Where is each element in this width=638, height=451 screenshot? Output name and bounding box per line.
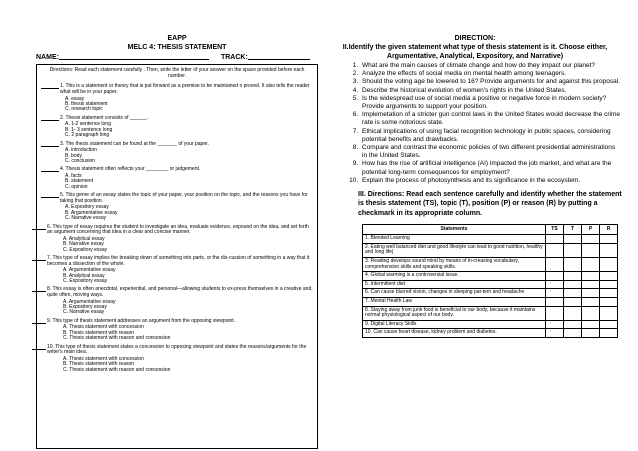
check-cell-ts[interactable] bbox=[546, 298, 564, 307]
question-item bbox=[32, 225, 313, 236]
direction-subtitle: II.Identify the given statement what type of thesis statement is it. Choose either, Argumentative, Analytical, Expository, and Narrative) bbox=[342, 44, 608, 60]
option-list bbox=[65, 122, 313, 138]
question-item bbox=[41, 84, 313, 95]
option-item: B. Expository essay bbox=[63, 304, 107, 311]
check-cell-p[interactable] bbox=[582, 329, 600, 338]
header-ts: TS bbox=[546, 225, 564, 235]
statement-item: 2. Analyze the effects of social media on mental health among teenagers. bbox=[360, 70, 622, 78]
quiz-box bbox=[36, 64, 318, 449]
statement-cell: 8. Staying away from junk food is beneficial to our body, because it maintains normal physiological aspect of our body. bbox=[363, 306, 546, 320]
option-list bbox=[63, 300, 313, 316]
check-cell-r[interactable] bbox=[600, 298, 618, 307]
check-cell-ts[interactable] bbox=[546, 320, 564, 329]
question-text: 1. This is a statement or theory that is put forward as a premise to be maintained o proved. It also tells the reader what will be in your paper. bbox=[60, 83, 310, 95]
check-cell-r[interactable] bbox=[600, 320, 618, 329]
check-cell-r[interactable] bbox=[600, 272, 618, 281]
question-text: 8. This essay is often anecdotal, experiential, and personal—allowing students to ex-press themselves in a creative and, quite often, moving ways. bbox=[47, 286, 313, 299]
check-cell-p[interactable] bbox=[582, 272, 600, 281]
question-item bbox=[41, 193, 313, 204]
check-cell-p[interactable] bbox=[582, 320, 600, 329]
statement-item: 8. Compare and contrast the economic policies of two different presidential administrations in the United States. bbox=[360, 144, 622, 160]
question-text: 7. This type of essay implies the breaking down of something into parts, or the dis-cussion of something in a way that it becomes a dissection of the whole. bbox=[47, 255, 310, 267]
check-cell-p[interactable] bbox=[582, 289, 600, 298]
answer-blank[interactable] bbox=[32, 287, 46, 292]
answer-blank[interactable] bbox=[32, 319, 46, 324]
statement-cell: 9. Digital Literacy Skills bbox=[363, 320, 546, 329]
statement-item: 1. What are the main causes of climate change and how do they impact our planet? bbox=[360, 62, 622, 70]
option-item: C. 2 paragraph long bbox=[65, 132, 110, 139]
answer-blank[interactable] bbox=[32, 225, 46, 230]
question-list bbox=[41, 84, 313, 373]
question-text: 5. This genre of an essay states the topic of your paper, your position on the topic, and the reasons you have for taking that position. bbox=[60, 192, 308, 204]
check-cell-t[interactable] bbox=[564, 280, 582, 289]
question-text: 2. Thesis statement consists of ______. bbox=[60, 114, 149, 121]
option-item: A. Argumentative essay bbox=[63, 267, 116, 274]
statement-cell: 1. Blended Learning bbox=[363, 235, 546, 244]
header-r: R bbox=[600, 225, 618, 235]
check-cell-ts[interactable] bbox=[546, 258, 564, 272]
question-text: 6. This type of essay requires the student to investigate an idea, evaluate evidence, expound on the idea, and set forth an argument concerning that idea in a clear and concise manner. bbox=[47, 223, 309, 236]
option-list bbox=[65, 205, 313, 221]
statement-item: 4. Describe the historical evolution of women's rights in the United States. bbox=[360, 87, 622, 95]
option-item: B. Analytical essay bbox=[63, 272, 105, 279]
option-item: C. opinion bbox=[65, 183, 88, 190]
header-statements: Statements bbox=[363, 225, 546, 235]
part3-directions: III. Directions: Read each sentence carefully and identify whether the statement is thesis statement (TS), topic (T), position (P) or reason (R) by putting a checkmark in its appropriate column. bbox=[358, 191, 622, 217]
check-cell-ts[interactable] bbox=[546, 289, 564, 298]
question-item bbox=[32, 345, 313, 356]
statement-cell: 5. Intermittent diet bbox=[363, 280, 546, 289]
quiz-directions: Directions: Read each statement carefully . Then, write the letter of your answer on the space provided before each number. bbox=[49, 67, 305, 80]
table-row bbox=[363, 320, 618, 329]
option-item: A. Argumentative essay bbox=[63, 298, 116, 305]
check-cell-p[interactable] bbox=[582, 298, 600, 307]
option-list bbox=[63, 325, 313, 341]
header-t: T bbox=[564, 225, 582, 235]
option-item: A. introduction bbox=[65, 147, 97, 154]
table-row bbox=[363, 298, 618, 307]
check-cell-t[interactable] bbox=[564, 243, 582, 257]
track-blank[interactable] bbox=[248, 53, 310, 60]
statement-cell: 7. Mental Health Law bbox=[363, 298, 546, 307]
option-item: A. essay bbox=[65, 95, 85, 102]
question-text: 3. The thesis statement can be found at the _______ of your paper. bbox=[60, 140, 209, 147]
statement-list bbox=[360, 62, 622, 185]
check-cell-r[interactable] bbox=[600, 243, 618, 257]
right-column bbox=[328, 34, 622, 338]
check-cell-t[interactable] bbox=[564, 329, 582, 338]
question-item bbox=[32, 256, 313, 267]
statement-cell: 10. Can cause heart disease, kidney problem and diabetes. bbox=[363, 329, 546, 338]
option-list bbox=[65, 148, 313, 164]
question-text: 10. This type of thesis statement states a concession to opposing viewpoint and states the reasons/arguments for the writer's main idea. bbox=[47, 343, 307, 356]
check-cell-p[interactable] bbox=[582, 280, 600, 289]
question-text: 9. This type of thesis statement addresses an argument from the opposing viewpoint. bbox=[47, 317, 236, 324]
question-item bbox=[32, 287, 313, 298]
statement-item: 5. Is the widespread use of social media a positive or negative force in modern society? Provide arguments to support your position. bbox=[360, 95, 622, 111]
check-cell-ts[interactable] bbox=[546, 235, 564, 244]
option-list bbox=[65, 174, 313, 190]
option-item: C. Expository essay bbox=[63, 246, 108, 253]
check-cell-p[interactable] bbox=[582, 258, 600, 272]
option-item: A. Expository essay bbox=[65, 204, 109, 211]
table-row bbox=[363, 280, 618, 289]
check-cell-ts[interactable] bbox=[546, 243, 564, 257]
option-item: C. Narrative essay bbox=[65, 215, 107, 222]
melc-title: MELC 4: THESIS STATEMENT bbox=[127, 44, 227, 51]
table-row bbox=[363, 329, 618, 338]
option-item: C. research topic bbox=[65, 106, 103, 113]
option-item: A. Thesis statement with concession bbox=[63, 355, 144, 362]
check-cell-ts[interactable] bbox=[546, 306, 564, 320]
check-cell-p[interactable] bbox=[582, 243, 600, 257]
name-label: NAME: bbox=[36, 54, 59, 61]
check-cell-r[interactable] bbox=[600, 329, 618, 338]
header-p: P bbox=[582, 225, 600, 235]
option-list bbox=[63, 357, 313, 373]
check-cell-p[interactable] bbox=[582, 306, 600, 320]
table-row bbox=[363, 289, 618, 298]
option-item: B. Thesis statement with reason bbox=[63, 361, 135, 368]
answer-blank[interactable] bbox=[41, 84, 59, 89]
answer-blank[interactable] bbox=[41, 167, 59, 172]
statement-cell: 4. Global warming is a controversial issue. bbox=[363, 272, 546, 281]
option-item: B. Thesis statement with reason bbox=[63, 329, 135, 336]
option-item: C. Thesis statement with reason and concession bbox=[63, 335, 171, 342]
subject-title: EAPP bbox=[167, 35, 187, 42]
name-blank[interactable] bbox=[59, 53, 209, 60]
table-row bbox=[363, 258, 618, 272]
option-item: B. statement bbox=[65, 178, 94, 185]
option-item: B. Argumentative essay bbox=[65, 209, 118, 216]
statement-cell: 2. Eating well balanced diet and good lifestyle can lead to good nutrition, healthy and long life| bbox=[363, 243, 546, 257]
statement-item: 9. How has the rise of artificial intelligence (AI) impacted the job market, and what are the potential long-term consequences for employment? bbox=[360, 160, 622, 176]
option-list bbox=[63, 237, 313, 253]
check-cell-r[interactable] bbox=[600, 235, 618, 244]
answer-blank[interactable] bbox=[41, 193, 59, 198]
table-header-row bbox=[363, 225, 618, 235]
check-cell-ts[interactable] bbox=[546, 280, 564, 289]
option-item: A. Analytical essay bbox=[63, 235, 105, 242]
table-row bbox=[363, 272, 618, 281]
option-item: C. Thesis statement with reason and concession bbox=[63, 366, 171, 373]
option-item: B. 1- 3 sentence long bbox=[65, 126, 113, 133]
check-cell-r[interactable] bbox=[600, 258, 618, 272]
option-item: B. Narrative essay bbox=[63, 241, 104, 248]
check-cell-r[interactable] bbox=[600, 289, 618, 298]
check-cell-t[interactable] bbox=[564, 320, 582, 329]
check-cell-t[interactable] bbox=[564, 289, 582, 298]
option-item: A. facts bbox=[65, 173, 82, 180]
table-row bbox=[363, 243, 618, 257]
check-cell-t[interactable] bbox=[564, 272, 582, 281]
statement-item: 6. Implemetation of a stricter gun control laws in the United States would decrease the crime rate is some notorious state. bbox=[360, 111, 622, 127]
name-track-row bbox=[36, 53, 318, 62]
statement-item: 10. Explain the process of photosynthesis and its significance in the ecosystem. bbox=[360, 177, 622, 185]
option-list bbox=[65, 97, 313, 113]
answer-blank[interactable] bbox=[41, 142, 59, 147]
option-item: A. 1-2 sentence long bbox=[65, 121, 111, 128]
check-cell-r[interactable] bbox=[600, 306, 618, 320]
track-label: TRACK: bbox=[220, 54, 248, 61]
check-cell-t[interactable] bbox=[564, 298, 582, 307]
check-cell-r[interactable] bbox=[600, 280, 618, 289]
left-column bbox=[36, 34, 318, 449]
check-cell-t[interactable] bbox=[564, 258, 582, 272]
table-row bbox=[363, 306, 618, 320]
table-row bbox=[363, 235, 618, 244]
option-item: C. conclusion bbox=[65, 158, 96, 165]
statement-cell: 3. Reading develops sound mind by means of in-creasing vocabulary, comprehension skills and speaking skills. bbox=[363, 258, 546, 272]
table-body bbox=[363, 235, 618, 338]
check-cell-ts[interactable] bbox=[546, 272, 564, 281]
option-item: B. body bbox=[65, 152, 82, 159]
statement-cell: 6. Can cause blurred vision, changes in sleeping pat-tern and headache bbox=[363, 289, 546, 298]
question-text: 4. Thesis statement often reflects your ________ or judgement. bbox=[60, 166, 201, 173]
check-cell-t[interactable] bbox=[564, 306, 582, 320]
check-cell-ts[interactable] bbox=[546, 329, 564, 338]
check-cell-t[interactable] bbox=[564, 235, 582, 244]
option-item: C. Expository essay bbox=[63, 278, 108, 285]
option-item: C. Narrative essay bbox=[63, 309, 105, 316]
checkmark-table bbox=[362, 224, 618, 338]
option-list bbox=[63, 268, 313, 284]
answer-blank[interactable] bbox=[32, 256, 46, 261]
answer-blank[interactable] bbox=[41, 116, 59, 121]
option-item: A. Thesis statement with concession bbox=[63, 324, 144, 331]
option-item: B. thesis statement bbox=[65, 101, 108, 107]
direction-title: DIRECTION: bbox=[454, 35, 496, 42]
statement-item: 7. Ethical implications of using facial recognition technology in public spaces, considering potential benefits and drawbacks. bbox=[360, 128, 622, 144]
statement-item: 3. Should the voting age be lowered to 16? Provide arguments for and against this proposal. bbox=[360, 78, 622, 86]
answer-blank[interactable] bbox=[32, 345, 46, 350]
check-cell-p[interactable] bbox=[582, 235, 600, 244]
